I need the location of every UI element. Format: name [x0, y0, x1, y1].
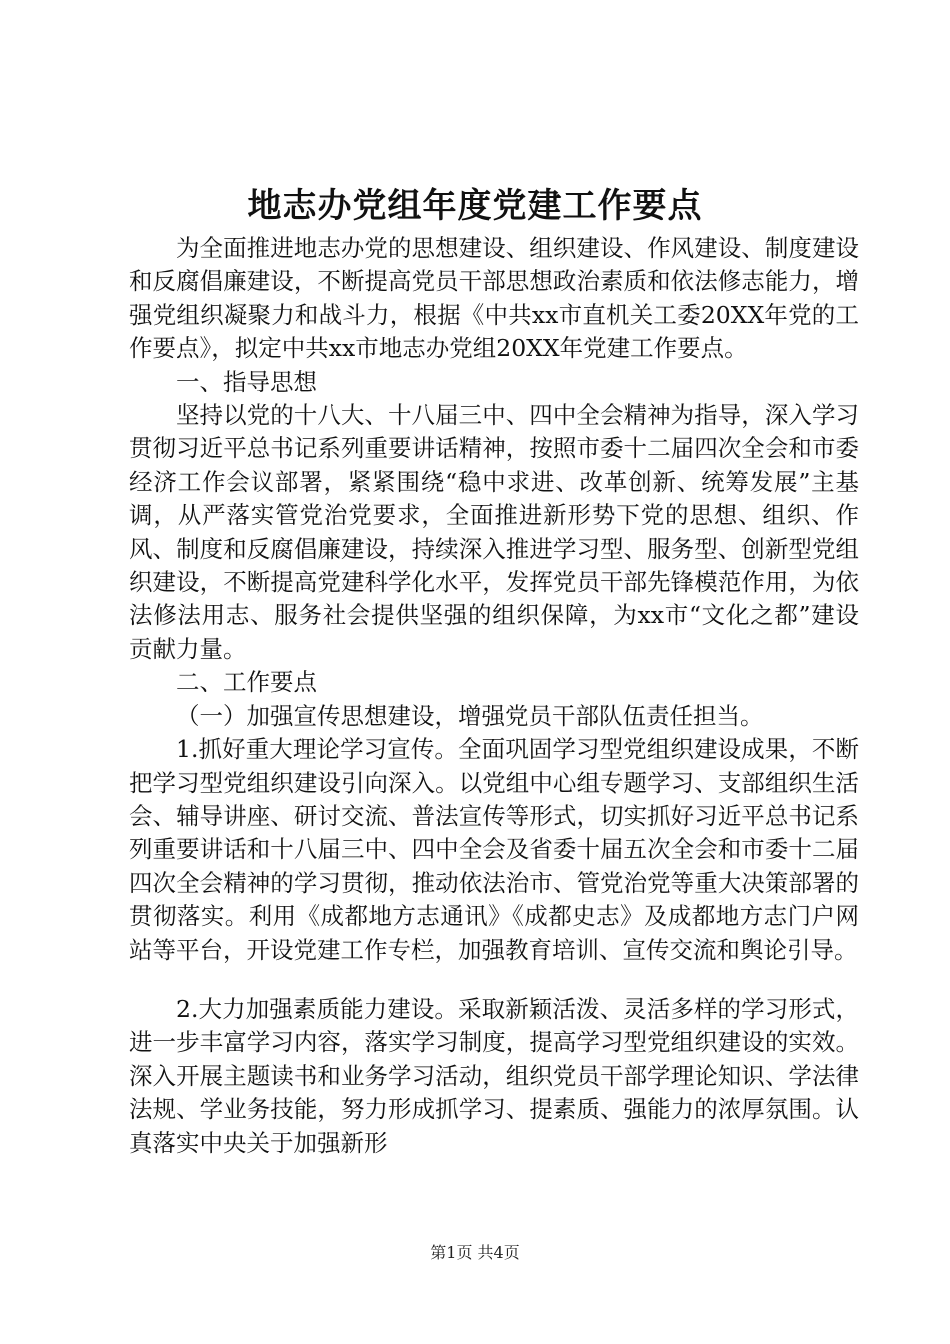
paragraph-intro: 为全面推进地志办党的思想建设、组织建设、作风建设、制度建设和反腐倡廉建设，不断提高党员干部思想政治素质和依法修志能力，增强党组织凝聚力和战斗力，根据《中共xx市直机关工委20XX年党的工作要点》，拟定中共xx市地志办党组20XX年党建工作要点。 — [129, 234, 859, 363]
paragraph-guiding-thought: 坚持以党的十八大、十八届三中、四中全会精神为指导，深入学习贯彻习近平总书记系列重要讲话精神，按照市委十二届四次全会和市委经济工作会议部署，紧紧围绕“稳中求进、改革创新、统筹发展”主基调，从严落实管党治党要求，全面推进新形势下党的思想、组织、作风、制度和反腐倡廉建设，持续深入推进学习型、服务型、创新型党组织建设，不断提高党建科学化水平，发挥党员干部先锋模范作用，为依法修法用志、服务社会提供坚强的组织保障，为xx市“文化之都”建设贡献力量。 — [129, 401, 859, 663]
page-number-footer: 第1页 共4页 — [430, 1243, 520, 1262]
paragraph-point-1: 1.抓好重大理论学习宣传。全面巩固学习型党组织建设成果，不断把学习型党组织建设引向深入。以党组中心组专题学习、支部组织生活会、辅导讲座、研讨交流、普法宣传等形式，切实抓好习近平总书记系列重要讲话和十八届三中、四中全会及省委十届五次全会和市委十二届四次全会精神的学习贯彻，推动依法治市、管党治党等重大决策部署的贯彻落实。利用《成都地方志通讯》《成都史志》及成都地方志门户网站等平台，开设党建工作专栏，加强教育培训、宣传交流和舆论引导。 — [129, 735, 859, 964]
subsection-heading-propaganda: （一）加强宣传思想建设，增强党员干部队伍责任担当。 — [176, 701, 764, 730]
section-heading-guiding-thought: 一、指导思想 — [176, 367, 317, 396]
section-heading-work-points: 二、工作要点 — [176, 668, 317, 697]
document-title: 地志办党组年度党建工作要点 — [247, 186, 703, 226]
paragraph-point-2: 2.大力加强素质能力建设。采取新颖活泼、灵活多样的学习形式，进一步丰富学习内容，落实学习制度，提高学习型党组织建设的实效。深入开展主题读书和业务学习活动，组织党员干部学理论知识、学法律法规、学业务技能，努力形成抓学习、提素质、强能力的浓厚氛围。认真落实中央关于加强新形 — [129, 994, 859, 1157]
document-body — [129, 232, 859, 1160]
